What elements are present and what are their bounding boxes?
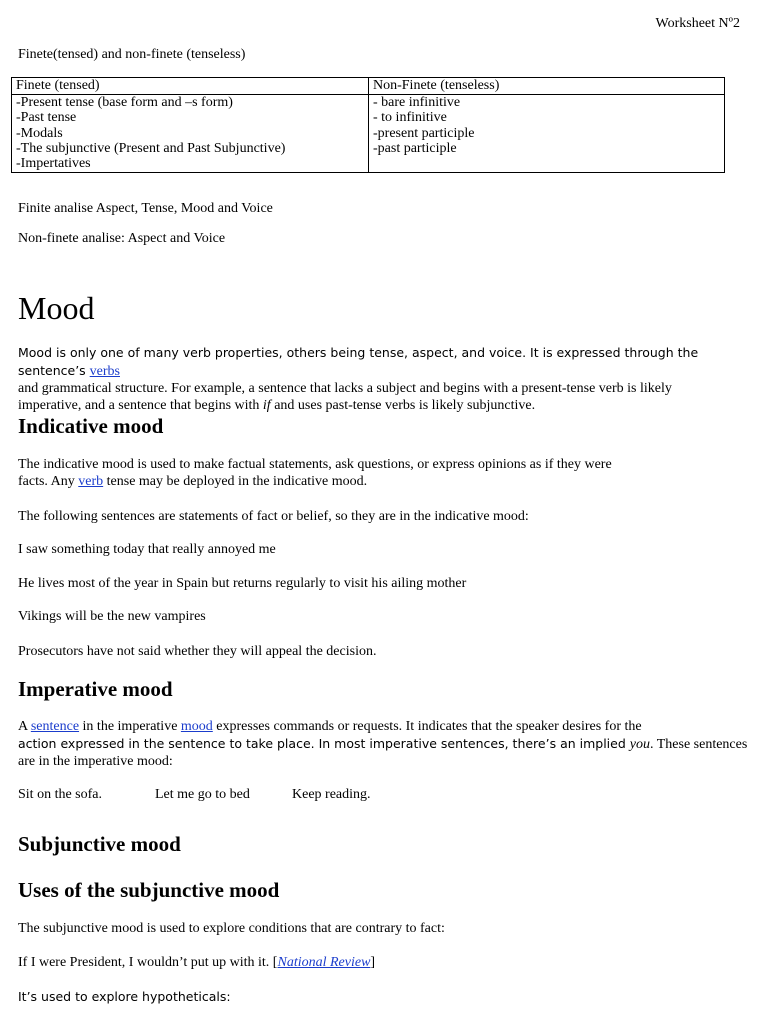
imperative-paragraph-text: A: [18, 719, 31, 734]
nonfinite-column-header: Non-Finete (tenseless): [369, 78, 725, 95]
national-review-link[interactable]: National Review: [277, 955, 371, 970]
nonfinite-analysis-note: Non-finete analise: Aspect and Voice: [18, 231, 226, 246]
finite-analysis-note: Finite analise Aspect, Tense, Mood and Voice: [18, 201, 273, 216]
list-item: -Present tense (base form and –s form): [16, 95, 233, 111]
imperative-paragraph-text: expresses commands or requests. It indicates that the speaker desires for the: [212, 719, 642, 734]
worksheet-number: Worksheet Nº2: [655, 16, 740, 31]
imperative-mood-heading: Imperative mood: [18, 677, 173, 701]
indicative-paragraph-text: tense may be deployed in the indicative mood.: [103, 474, 368, 489]
list-item: -Impertatives: [16, 156, 91, 172]
list-item: -past participle: [373, 140, 457, 156]
sentence-link[interactable]: sentence: [30, 719, 80, 734]
mood-paragraph-text: and uses past-tense verbs is likely subjunctive.: [270, 398, 536, 413]
indicative-example: He lives most of the year in Spain but returns regularly to visit his ailing mother: [18, 576, 467, 591]
imperative-paragraph: [18, 718, 753, 770]
list-item: -Modals: [16, 125, 63, 141]
indicative-mood-heading: Indicative mood: [18, 414, 164, 438]
finite-column-header: Finete (tensed): [12, 78, 369, 95]
nonfinite-items-cell: [369, 95, 725, 173]
imperative-paragraph-text: action expressed in the sentence to take place. In most imperative sentences, there’s an implied: [18, 736, 630, 751]
verb-forms-table: [11, 77, 725, 173]
imperative-paragraph-text: . These sentences: [649, 737, 748, 752]
list-item: -Past tense: [16, 110, 77, 126]
indicative-paragraph-text: The indicative mood is used to make factual statements, ask questions, or express opinions as if they were: [18, 457, 612, 472]
you-italic: you: [629, 737, 650, 752]
verb-link[interactable]: verb: [78, 474, 104, 489]
imperative-paragraph-text: in the imperative: [79, 719, 181, 734]
subjunctive-intro: The subjunctive mood is used to explore conditions that are contrary to fact:: [18, 921, 445, 936]
indicative-paragraph-text: facts. Any: [18, 474, 79, 489]
list-item: -present participle: [373, 125, 475, 141]
indicative-paragraph: [18, 456, 612, 490]
list-item: - bare infinitive: [373, 95, 461, 111]
subjunctive-example-text: If I were President, I wouldn’t put up with it. [: [18, 955, 278, 970]
indicative-intro: The following sentences are statements of fact or belief, so they are in the indicative mood:: [18, 509, 529, 524]
subjunctive-example-text: ]: [370, 955, 376, 970]
imperative-example: Keep reading.: [292, 787, 371, 802]
indicative-example: Prosecutors have not said whether they will appeal the decision.: [18, 644, 377, 659]
list-item: -The subjunctive (Present and Past Subjunctive): [16, 140, 286, 156]
indicative-example: I saw something today that really annoyed me: [18, 542, 276, 557]
if-italic: if: [262, 398, 271, 413]
subjunctive-mood-heading: Subjunctive mood: [18, 832, 181, 856]
mood-paragraph: [18, 344, 753, 414]
subjunctive-example: [18, 954, 375, 971]
indicative-example: Vikings will be the new vampires: [18, 609, 206, 624]
mood-paragraph-text: Mood is only one of many verb properties, others being tense, aspect, and voice. It is expressed through the sentence’s: [18, 345, 699, 378]
imperative-paragraph-text: are in the imperative mood:: [18, 754, 173, 769]
mood-paragraph-text: and grammatical structure. For example, a sentence that lacks a subject and begins with a present-tense verb is likely: [18, 381, 672, 396]
hypotheticals-text: It’s used to explore hypotheticals:: [18, 989, 231, 1004]
subtitle: Finete(tensed) and non-finete (tenseless): [18, 47, 246, 62]
list-item: - to infinitive: [373, 110, 447, 126]
mood-paragraph-text: imperative, and a sentence that begins with: [18, 398, 263, 413]
mood-heading: Mood: [18, 290, 95, 326]
imperative-example: Let me go to bed: [155, 787, 250, 802]
imperative-examples: [18, 786, 371, 803]
verbs-link[interactable]: verbs: [89, 364, 120, 379]
finite-items-cell: [12, 95, 369, 173]
mood-link[interactable]: mood: [180, 719, 213, 734]
subjunctive-uses-heading: Uses of the subjunctive mood: [18, 878, 280, 902]
imperative-example: Sit on the sofa.: [18, 787, 102, 802]
